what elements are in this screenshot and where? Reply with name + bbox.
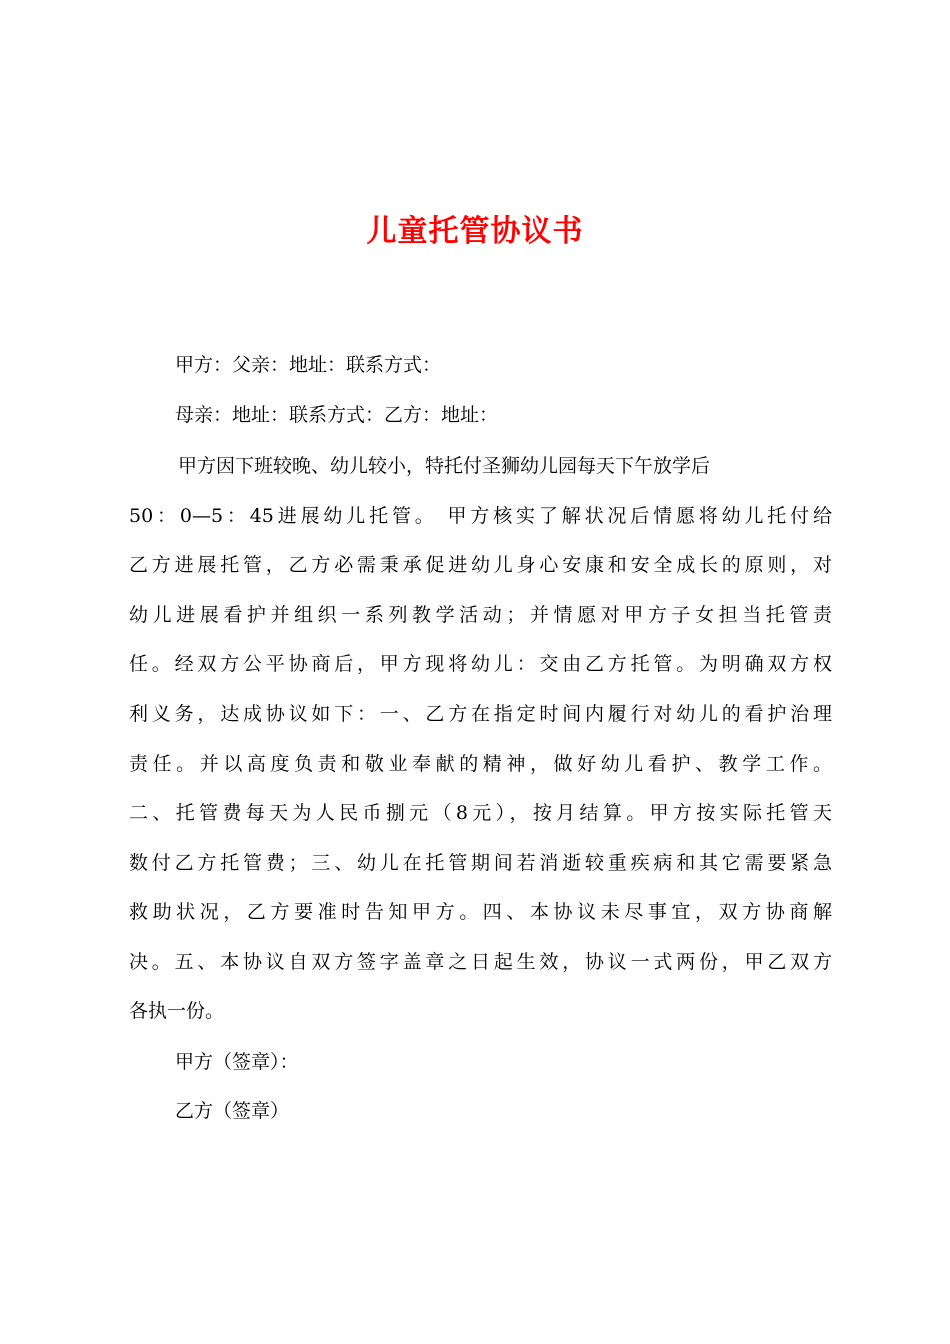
mother-line: 母亲：地址：联系方式：乙方：地址：	[175, 404, 499, 426]
sign-party-b: 乙方（签章）	[175, 1100, 290, 1122]
page-title: 儿童托管协议书	[366, 214, 584, 249]
body-line: 任。经双方公平协商后，甲方现将幼儿：交由乙方托管。为明确双方权	[129, 653, 832, 675]
body-line: 数付乙方托管费；三、幼儿在托管期间若消逝较重疾病和其它需要紧急	[129, 852, 832, 874]
body-line: 决。五、本协议自双方签字盖章之日起生效，协议一式两份，甲乙双方	[129, 951, 832, 973]
sign-party-a: 甲方（签章）：	[175, 1051, 299, 1073]
body-line: 幼儿进展看护并组织一系列教学活动；并情愿对甲方子女担当托管责	[129, 604, 832, 626]
body-line: 利义务，达成协议如下：一、乙方在指定时间内履行对幼儿的看护治理	[129, 703, 832, 725]
body-line: 责任。并以高度负责和敬业奉献的精神，做好幼儿看护、教学工作。	[129, 753, 832, 775]
body-line: 各执一份。	[129, 1000, 225, 1022]
body-line: 甲方因下班较晚、幼儿较小，特托付圣狮幼儿园每天下午放学后	[178, 455, 711, 477]
body-line: 乙方进展托管，乙方必需秉承促进幼儿身心安康和安全成长的原则，对	[129, 554, 832, 576]
body-line: 50：0—5：45进展幼儿托管。 甲方核实了解状况后情愿将幼儿托付给	[129, 505, 832, 527]
party-a-line: 甲方：父亲：地址：联系方式：	[175, 354, 442, 376]
body-line: 救助状况，乙方要准时告知甲方。四、本协议未尽事宜，双方协商解	[129, 901, 832, 923]
body-line: 二、托管费每天为人民币捌元（8元），按月结算。甲方按实际托管天	[129, 802, 832, 824]
